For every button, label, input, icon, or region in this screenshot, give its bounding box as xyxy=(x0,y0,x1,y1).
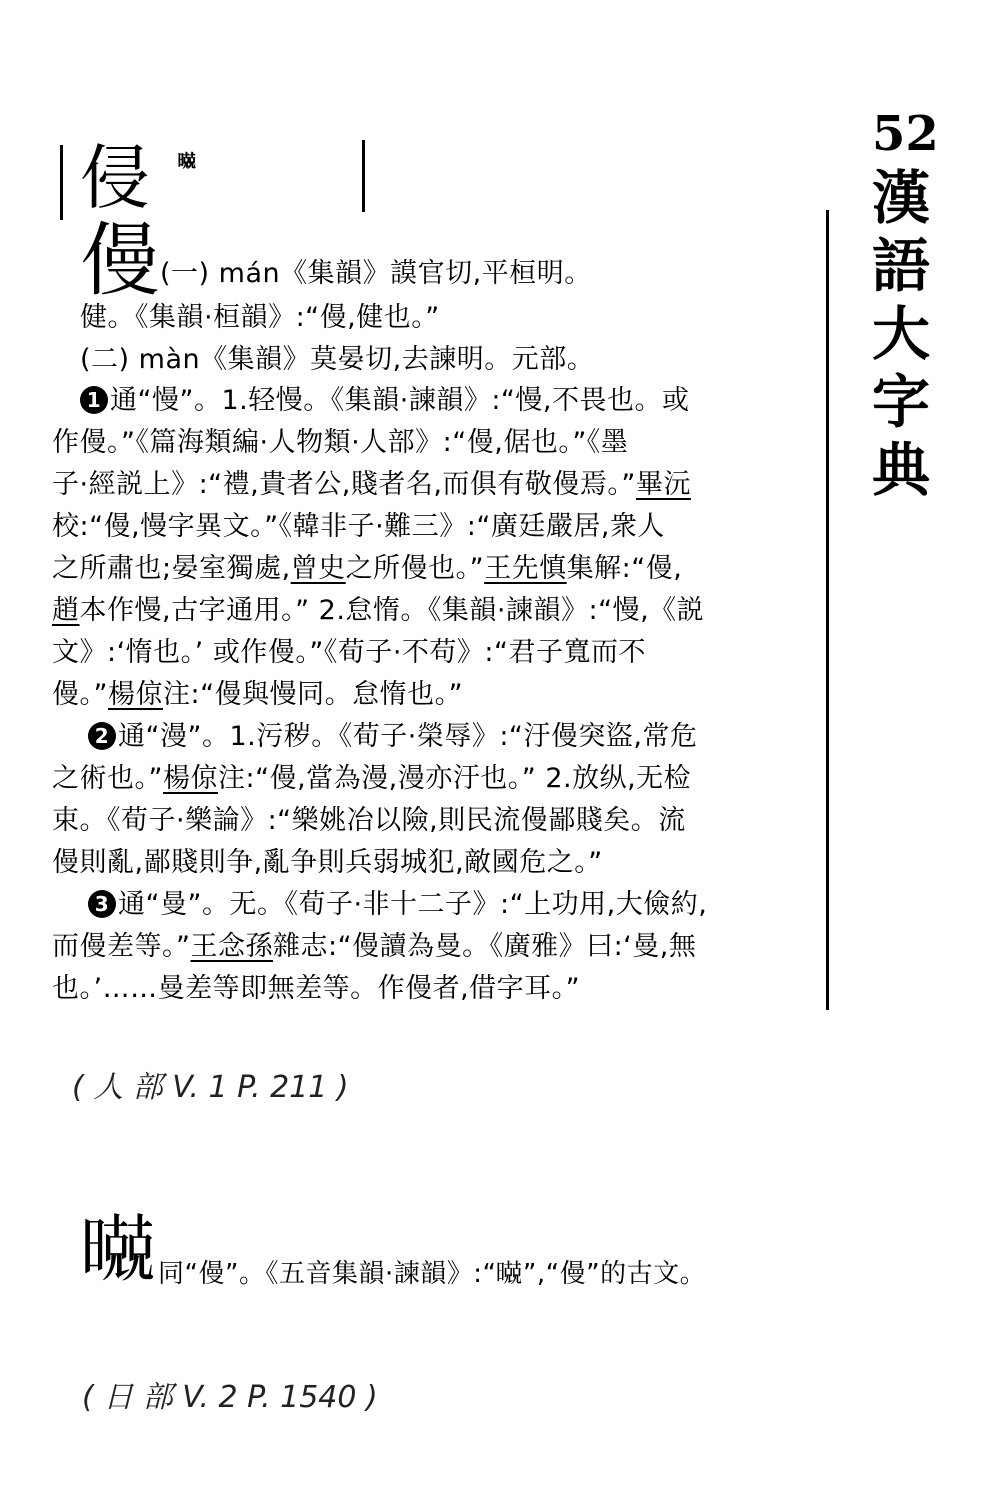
person-name: 王念孫 xyxy=(190,931,273,962)
entry-2-text: 同“僈”。《五音集韻·諫韻》:“𣋢”,“僈”的古文。 xyxy=(158,1259,707,1289)
sense-2-line-4: 僈則亂,鄙賤則争,亂争則兵弱城犯,敵國危之。” xyxy=(52,847,603,878)
head-variant: 𣋢 xyxy=(178,151,196,172)
title-char-5: 典 xyxy=(872,436,931,504)
reading-2: (二) màn《集韻》莫晏切,去諫明。元部。 xyxy=(80,344,595,375)
title-char-2: 語 xyxy=(872,232,931,300)
person-name: 曾史 xyxy=(290,553,346,584)
title-char-1: 漢 xyxy=(872,164,931,232)
volume-number: 52 xyxy=(872,106,939,162)
sense-1-line-3: 子·經説上》:“禮,貴者公,賤者名,而俱有敬僈焉。”畢沅 xyxy=(52,469,691,500)
sense-1-line-8: 僈。”楊倞注:“僈與慢同。怠惰也。” xyxy=(52,679,464,710)
handwritten-reference-2: ( 日 部 V. 2 P. 1540 ) xyxy=(82,1380,378,1415)
sense-1-number: 1 xyxy=(80,386,108,414)
sense-1-line-5: 之所肅也;晏室獨處,曾史之所僈也。”王先慎集解:“僈, xyxy=(52,553,683,584)
head-character: 侵 xyxy=(80,137,150,219)
sense-3-line-2: 而僈差等。”王念孫雜志:“僈讀為曼。《廣雅》曰:‘曼,無 xyxy=(52,931,697,962)
definition-1: 健。《集韻·桓韻》:“僈,健也。” xyxy=(80,302,440,333)
right-rule xyxy=(826,210,829,1010)
handwritten-reference-1: ( 人 部 V. 1 P. 211 ) xyxy=(72,1070,349,1105)
sense-3-number: 3 xyxy=(88,890,116,918)
person-name: 楊倞 xyxy=(163,763,218,794)
sense-2-line-1: 2 通“漫”。1.污秽。《荀子·榮辱》:“汙僈突盜,常危 xyxy=(88,717,698,757)
person-name: 王先慎 xyxy=(484,553,567,584)
left-rule xyxy=(60,145,63,220)
sense-1-line-1: 1 通“慢”。1.轻慢。《集韻·諫韻》:“慢,不畏也。或 xyxy=(80,381,690,421)
title-char-4: 字 xyxy=(872,368,931,436)
sense-2-line-3: 束。《荀子·樂論》:“樂姚冶以險,則民流僈鄙賤矣。流 xyxy=(52,805,686,836)
place-name: 趙 xyxy=(52,595,80,626)
reading-1: (一) mán《集韻》謨官切,平桓明。 xyxy=(160,258,592,289)
entry-2-character: 𣋢 xyxy=(82,1207,156,1293)
person-name: 畢沅 xyxy=(635,469,691,500)
sense-2-line-2: 之術也。”楊倞注:“僈,當為漫,漫亦汙也。” 2.放纵,无检 xyxy=(52,763,692,794)
sense-2-number: 2 xyxy=(88,722,116,750)
sense-1-line-6: 趙本作慢,古字通用。” 2.怠惰。《集韻·諫韻》:“慢,《説 xyxy=(52,595,705,626)
title-char-3: 大 xyxy=(872,300,931,368)
sense-1-line-7: 文》:‘惰也。’ 或作僈。”《荀子·不苟》:“君子寬而不 xyxy=(52,637,646,668)
sense-3-line-1: 3 通“曼”。无。《荀子·非十二子》:“上功用,大儉約, xyxy=(88,885,707,925)
sense-3-line-3: 也。’……曼差等即無差等。作僈者,借字耳。” xyxy=(52,973,581,1004)
person-name: 楊倞 xyxy=(108,679,163,710)
main-character: 僈 xyxy=(80,214,160,307)
sense-1-line-4: 校:“僈,慢字異文。”《韓非子·難三》:“廣廷嚴居,衆人 xyxy=(52,511,665,542)
header-rule xyxy=(362,140,365,212)
sense-1-line-2: 作僈。”《篇海類編·人物類·人部》:“僈,倨也。”《墨 xyxy=(52,427,629,458)
